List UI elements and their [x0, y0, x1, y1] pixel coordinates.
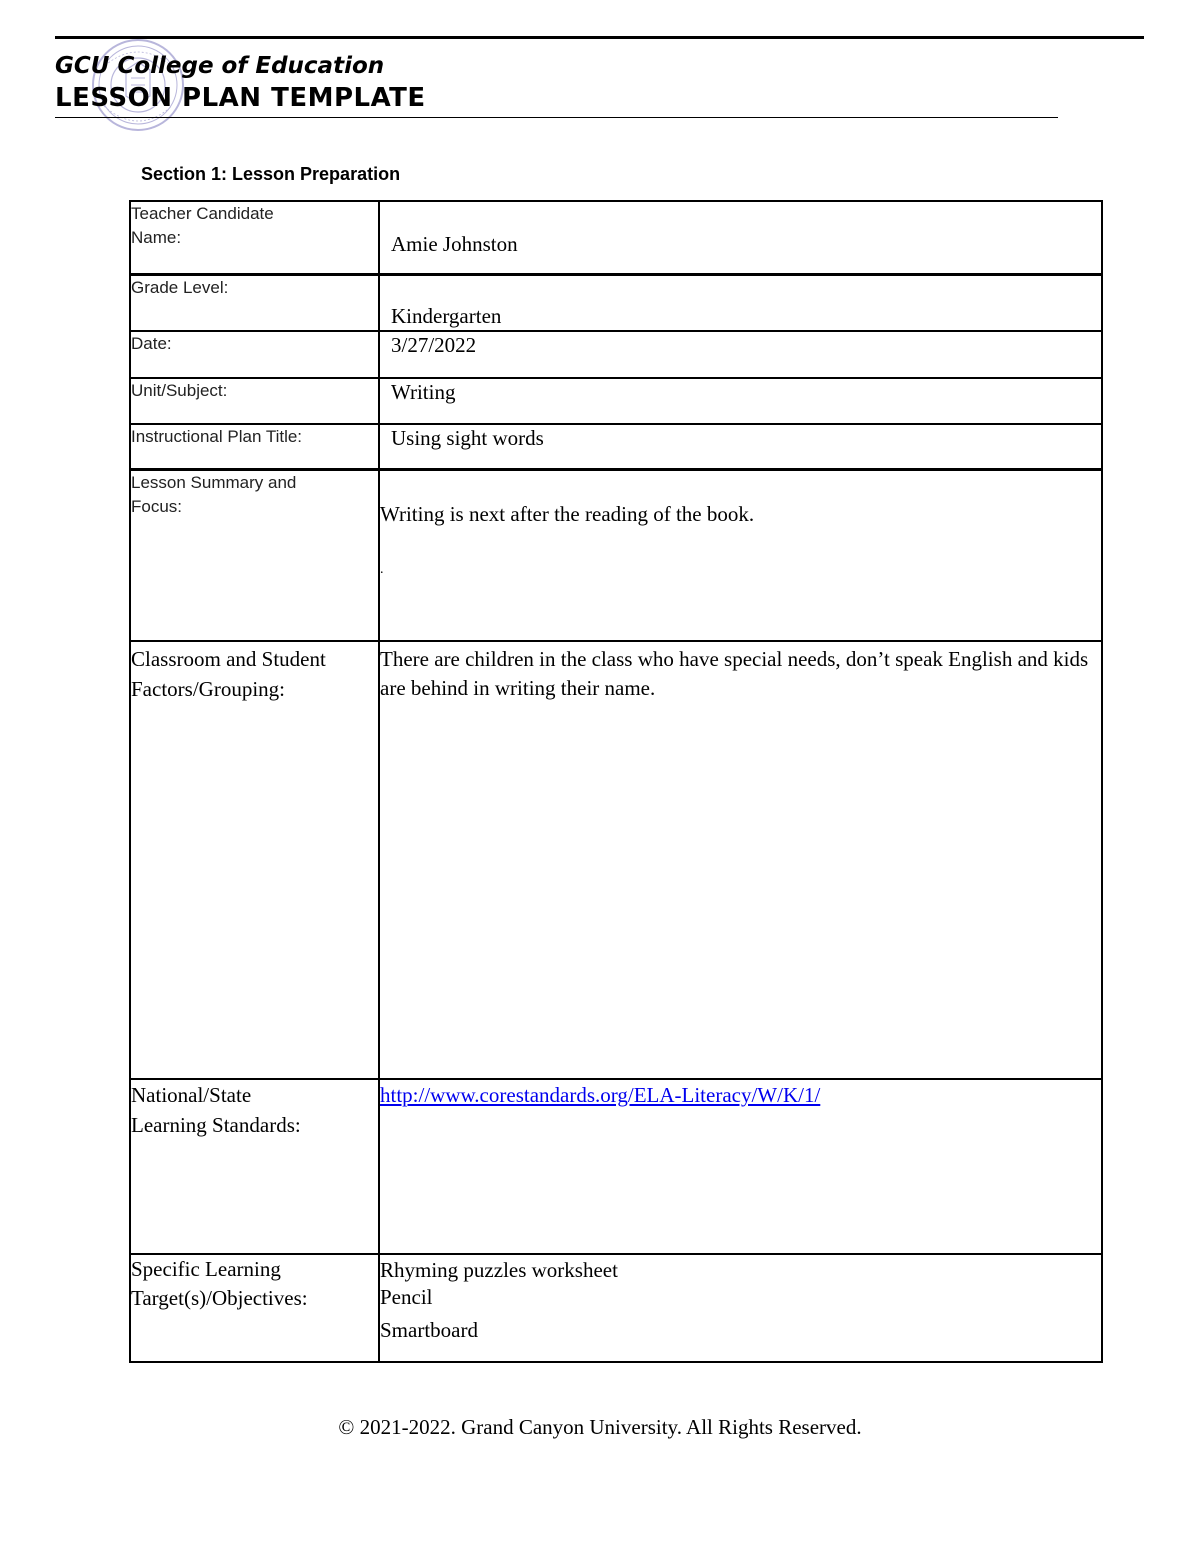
summary-label-cell	[130, 470, 379, 641]
unit-label: Unit/Subject:	[131, 380, 228, 400]
section-heading: Section 1: Lesson Preparation	[141, 164, 401, 184]
objective-item: Rhyming puzzles worksheet	[380, 1257, 618, 1282]
summary-extra: .	[380, 562, 384, 577]
date-row	[130, 331, 1102, 378]
date-label-cell	[130, 331, 379, 378]
classroom-row	[130, 641, 1102, 1079]
copyright-footer: © 2021-2022. Grand Canyon University. All Rights Reserved.	[338, 1415, 862, 1439]
objectives-value-cell	[379, 1254, 1102, 1362]
summary-value: Writing is next after the reading of the book.	[380, 502, 755, 526]
college-name: GCU College of Education	[55, 53, 385, 79]
teacher-label-cell	[130, 201, 379, 274]
objectives-row	[130, 1254, 1102, 1362]
grade-label-cell	[130, 274, 379, 331]
date-value-cell	[379, 331, 1102, 378]
classroom-value: There are children in the class who have special needs, don’t speak English and kids are behind in writing their name.	[380, 646, 1089, 700]
grade-value: Kindergarten	[391, 303, 502, 328]
standards-row	[130, 1079, 1102, 1254]
objectives-label-cell	[130, 1254, 379, 1362]
unit-row	[130, 378, 1102, 424]
date-value: 3/27/2022	[391, 332, 477, 357]
document-title: LESSON PLAN TEMPLATE	[55, 83, 426, 113]
objective-item: Smartboard	[380, 1317, 478, 1342]
standards-label: National/State Learning Standards:	[131, 1082, 301, 1137]
lesson-prep-table	[129, 200, 1103, 1363]
teacher-label: Teacher Candidate Name:	[131, 204, 274, 247]
grade-row	[130, 274, 1102, 331]
objective-item: Pencil	[380, 1284, 433, 1309]
title-rule	[55, 117, 1058, 118]
grade-value-cell	[379, 274, 1102, 331]
standards-label-cell	[130, 1079, 379, 1254]
plan-title-value: Using sight words	[391, 425, 544, 450]
plan-title-label-cell	[130, 424, 379, 470]
plan-title-row	[130, 424, 1102, 470]
grade-label: Grade Level:	[131, 277, 229, 297]
classroom-label-cell	[130, 641, 379, 1079]
date-label: Date:	[131, 333, 172, 353]
top-rule	[55, 36, 1144, 39]
classroom-value-cell	[379, 641, 1102, 1079]
unit-value-cell	[379, 378, 1102, 424]
unit-label-cell	[130, 378, 379, 424]
standards-value-cell	[379, 1079, 1102, 1254]
unit-value: Writing	[391, 379, 456, 404]
plan-title-label: Instructional Plan Title:	[131, 426, 303, 446]
classroom-label: Classroom and Student Factors/Grouping:	[131, 646, 326, 701]
summary-label: Lesson Summary and Focus:	[131, 473, 297, 516]
teacher-value-cell	[379, 201, 1102, 274]
objectives-label: Specific Learning Target(s)/Objectives:	[131, 1256, 308, 1310]
teacher-value: Amie Johnston	[391, 232, 518, 256]
standards-link[interactable]: http://www.corestandards.org/ELA-Literacy/W/K/1/	[380, 1082, 821, 1107]
teacher-row	[130, 201, 1102, 274]
summary-row	[130, 470, 1102, 641]
summary-value-cell	[379, 470, 1102, 641]
plan-title-value-cell	[379, 424, 1102, 470]
